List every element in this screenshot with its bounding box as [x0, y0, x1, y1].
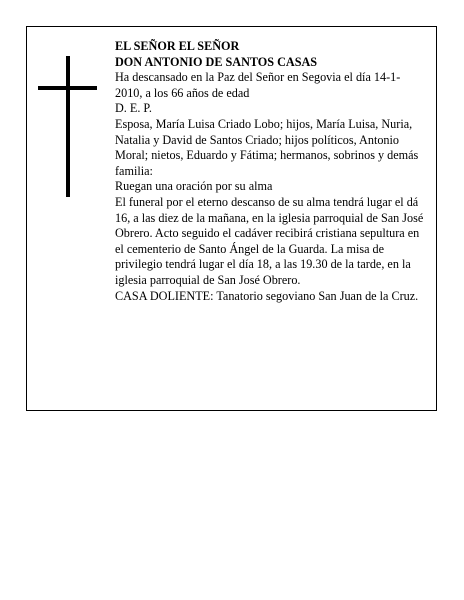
- death-statement: Ha descansado en la Paz del Señor en Segovia el día 14-1-2010, a los 66 años de edad: [115, 70, 401, 100]
- funeral-details: El funeral por el eterno descanso de su alma tendrá lugar el dá 16, a las diez de la mañana, en la iglesia parroquial de San José Obrero. Acto seguido el cadáver recibirá cristiana sepultura en el cementerio de Santo Ángel de la Guarda. La misa de privilegio tendrá lugar el día 18, a las 19.30 de la tarde, en la iglesia parroquial de San José Obrero.: [115, 194, 424, 287]
- cross-vertical-bar: [66, 56, 70, 197]
- deceased-name: DON ANTONIO DE SANTOS CASAS: [115, 54, 318, 69]
- family-list: Esposa, María Luisa Criado Lobo; hijos, María Luisa, Nuria, Natalia y David de Santos Criado; hijos políticos, Antonio Moral; nietos, Eduardo y Fátima; hermanos, sobrinos y demás familia:: [115, 116, 419, 178]
- dep-abbreviation: D. E. P.: [115, 101, 152, 116]
- cross-horizontal-bar: [38, 86, 97, 90]
- prayer-request: Ruegan una oración por su alma: [115, 179, 273, 194]
- mourning-house: CASA DOLIENTE: Tanatorio segoviano San Juan de la Cruz.: [115, 288, 419, 303]
- obituary-notice: [26, 26, 437, 411]
- deceased-title: EL SEÑOR EL SEÑOR: [115, 39, 240, 53]
- obituary-text: [115, 39, 427, 304]
